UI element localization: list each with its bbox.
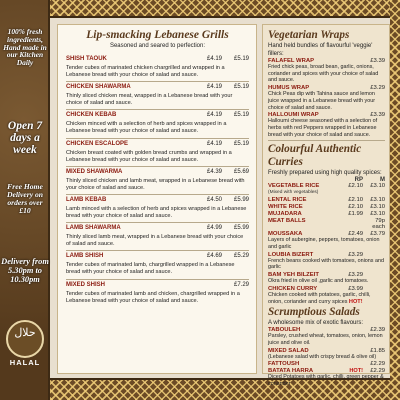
wrap-item xyxy=(268,112,385,138)
menu-item-price-large: £5.29 xyxy=(233,253,249,260)
curry-item-description-text: Layers of aubergine, peppers, tomatoes, onion and garlic xyxy=(268,237,380,251)
grills-list xyxy=(66,54,249,307)
curry-item xyxy=(268,211,385,217)
halal-label: HALAL xyxy=(9,358,41,367)
hot-badge: HOT! xyxy=(349,368,363,375)
wraps-list xyxy=(268,58,385,138)
menu-item-name: CHICKEN ESCALOPE xyxy=(66,140,129,147)
curry-item-price-rp: £2.10 xyxy=(348,183,363,190)
menu-item-head xyxy=(66,141,249,149)
col-m-label: M xyxy=(380,177,385,184)
curry-item-price-rp: £2.10 xyxy=(348,204,363,211)
menu-item-description: Chicken breast coated with golden bread crumbs and wrapped in a Lebanese bread with your choice of salad and sauce. xyxy=(66,149,232,163)
menu-item-head xyxy=(66,253,249,261)
curry-item-description-text: Okra fried in olive oil ,garlic and tomatoes. xyxy=(268,278,369,285)
curry-item-price-rp: £3.99 xyxy=(348,285,363,292)
curry-item-price-m: £3.10 xyxy=(370,204,385,211)
menu-item-description: Tender cubes of marinated lamb and chicken, chargrilled wrapped in a Lebanese bread with your choice of salad and sauce. xyxy=(66,290,240,304)
curry-item-name: MEAT BALLS xyxy=(268,218,306,225)
curry-item-head xyxy=(268,183,385,189)
wraps-title: Vegetarian Wraps xyxy=(268,29,350,41)
menu-item-description: Tender cubes of marinated lamb, chargrilled wrapped in a Lebanese bread with your choice of salad and sauce. xyxy=(66,262,235,276)
curry-item-description xyxy=(268,258,385,271)
sidebar xyxy=(0,0,50,400)
curry-item-price-rp: £2.10 xyxy=(348,197,363,204)
curry-item xyxy=(268,218,385,230)
menu-item xyxy=(66,195,249,223)
menu-item-name: MIXED SHISH xyxy=(66,281,106,288)
menu-item-price-large: £5.69 xyxy=(233,168,249,175)
menu-item xyxy=(66,139,249,167)
salad-item-name: FATTOUSH xyxy=(268,361,300,368)
salad-item xyxy=(268,361,385,367)
salad-item-name: BATATA HARRA xyxy=(268,368,314,375)
menu-item-description: Lamb minced with a selection of herb and spices wrapped in a Lebanese bread with your choice of salad and sauce. xyxy=(66,205,247,220)
curry-item-price-m: £3.79 xyxy=(370,231,385,238)
curry-item-price-rp: £3.29 xyxy=(348,251,363,258)
open-days-slogan: Open 7 days a week xyxy=(7,120,43,157)
curries-subtitle: Freshly prepared using high quality spices: xyxy=(268,170,382,177)
menu-item-name: SHISH TAOUK xyxy=(66,56,107,62)
salads-subtitle: A wholesome mix of exotic flavours: xyxy=(268,320,364,327)
fresh-ingredients-slogan: 100% fresh ingredients, Hand made in our Kitchen Daily xyxy=(3,27,47,68)
salad-item-name: MIXED SALAD xyxy=(268,347,309,354)
curry-item xyxy=(268,231,385,250)
salad-item-head xyxy=(268,361,385,367)
salad-item xyxy=(268,348,385,361)
menu-item-head xyxy=(66,169,249,177)
wraps-subtitle: Hand held bundles of flavourful 'veggie' fillers: xyxy=(268,43,373,57)
curry-item xyxy=(268,190,385,196)
curry-item xyxy=(268,272,385,285)
curry-item-name: MUJADARA xyxy=(268,211,302,218)
menu-item-name: LAMB KEBAB xyxy=(66,196,107,203)
curry-item-price-rp: £3.29 xyxy=(348,272,363,279)
menu-item-description: Thinly sliced chicken and lamb meat, wrapped in a Lebanese bread with your choice of salad and sauce. xyxy=(66,177,245,191)
curries-list xyxy=(268,183,385,305)
menu-item xyxy=(66,223,249,251)
menu-item xyxy=(66,280,249,307)
menu-item-name: LAMB SHISH xyxy=(66,253,104,260)
wrap-item-price: £3.39 xyxy=(370,58,385,64)
menu-item-description: Thinly sliced lamb meat, wrapped in a Lebanese bread with your choice of salad and sauce. xyxy=(66,234,244,248)
curry-item-description xyxy=(268,292,385,305)
wrap-item-price: £3.29 xyxy=(370,85,385,92)
salad-item-price: £2.39 xyxy=(370,327,385,334)
curry-item-name: MOUSSAKA xyxy=(268,231,303,238)
salad-item-description: Diced Potatoes with garlic, chilli, green pepper & coriander xyxy=(268,374,384,388)
salads-title: Scrumptious Salads xyxy=(268,306,360,319)
wrap-item-name: FALAFEL WRAP xyxy=(268,58,315,64)
menu-item-price-large: £5.99 xyxy=(233,196,249,203)
menu-item-name: CHICKEN SHAWARMA xyxy=(66,84,131,91)
wrap-item-name: HALLOUMI WRAP xyxy=(268,112,319,119)
wrap-item-description: Halloumi cheese seasoned with a selection of herbs with red Peppers wrapped in Lebanese bread with your choice of salad and sauce. xyxy=(268,118,378,138)
curry-item-head xyxy=(268,197,385,203)
menu-item xyxy=(66,167,249,195)
menu-item-head xyxy=(66,282,249,290)
menu-item-name: CHICKEN KEBAB xyxy=(66,112,117,119)
divider xyxy=(268,140,385,141)
curry-item-head xyxy=(268,204,385,210)
menu-item-head xyxy=(66,84,249,92)
salad-item-name: TABOULEH xyxy=(268,327,301,334)
salads-list xyxy=(268,327,385,388)
salad-item-description: (Lebanese salad with crispy bread & olive oil) xyxy=(268,353,377,360)
menu-item xyxy=(66,110,249,138)
curry-item xyxy=(268,252,385,271)
menu-item-name: LAMB SHAWARMA xyxy=(66,225,121,232)
salad-item xyxy=(268,327,385,346)
menu-item-price-regular: £4.50 xyxy=(207,196,223,203)
curries-title: Colourful Authentic Curries xyxy=(268,143,362,169)
salad-item-price: £1.85 xyxy=(370,347,385,354)
curry-item-price-m: £3.10 xyxy=(370,183,385,190)
curry-item-head xyxy=(268,211,385,217)
curry-item xyxy=(268,204,385,210)
salad-item-head xyxy=(268,348,385,354)
curry-item-name: LOUBIA BIZERT xyxy=(268,251,314,258)
curry-item-price-rp: £1.99 xyxy=(348,211,363,218)
menu-item-price-regular: £4.19 xyxy=(207,112,223,119)
menu-item xyxy=(66,251,249,279)
menu-item-price-regular: £4.19 xyxy=(207,84,223,91)
curry-item-note: (Mixed with vegetables) xyxy=(268,190,319,196)
menu-item-price-large: £5.99 xyxy=(233,225,249,232)
curry-item-description-text: Chicken cooked with potatoes, garlic, chilli, onion, coriander and curry spices xyxy=(268,291,371,305)
grills-subtitle: Seasoned and seared to perfection: xyxy=(109,43,206,49)
menu-item xyxy=(66,82,249,110)
menu-item-price-regular: £4.99 xyxy=(207,225,223,232)
menu-item-description: Chicken minced with a selection of herb and spices wrapped in a Lebanese bread with your choice of salad and sauce. xyxy=(66,121,227,135)
menu-item-description: Thinly sliced chicken meat, wrapped in a Lebanese bread with your choice of salad and sauce. xyxy=(66,93,233,107)
top-border xyxy=(0,0,400,18)
menu-item-price-large: £5.19 xyxy=(233,112,249,119)
col-rp-label: RP xyxy=(354,177,363,184)
menu-item-name: MIXED SHAWARMA xyxy=(66,168,123,175)
curry-item-name: CHICKEN CURRY xyxy=(268,285,318,292)
menu-item xyxy=(66,54,249,82)
curry-item xyxy=(268,286,385,305)
curry-item-price-rp: £2.49 xyxy=(348,231,363,238)
menu-item-head xyxy=(66,197,249,205)
wrap-item-price: £3.39 xyxy=(370,112,385,119)
curry-item-name: VEGETABLE RICE xyxy=(268,183,320,190)
curry-item xyxy=(268,197,385,203)
delivery-hours-slogan: Delivery from 5.30pm to 10.30pm xyxy=(1,257,49,284)
halal-badge-icon: حلال xyxy=(6,320,44,358)
menu-item-price-large: £7.29 xyxy=(233,281,249,288)
curry-item-price-m: 79p each xyxy=(372,218,385,231)
menu-item-price-regular: £4.39 xyxy=(207,168,223,175)
salad-item-price: £2.29 xyxy=(370,368,385,375)
menu-item-price-large: £5.19 xyxy=(233,140,249,147)
curry-item xyxy=(268,183,385,189)
curry-item-price-m: £3.10 xyxy=(370,197,385,204)
right-border xyxy=(390,0,400,400)
free-delivery-slogan: Free Home Delivery on orders over £10 xyxy=(6,182,44,215)
menu-item-head xyxy=(66,56,249,64)
menu-item-description: Tender cubes of marinated chicken chargrilled and wrapped in a Lebanese bread with your choice of salad and sauce. xyxy=(66,65,225,79)
menu-item-price-large: £5.19 xyxy=(233,84,249,91)
curry-item-description xyxy=(268,278,385,285)
menu-item-price-regular: £4.19 xyxy=(207,56,223,62)
wrap-item-description: Fried chick peas, broad bean, garlic, onions, coriander and spices with your choice of salad and sauce. xyxy=(268,64,379,84)
curry-item-description xyxy=(268,237,385,250)
menu-item-price-regular: £4.69 xyxy=(207,253,223,260)
wrap-item xyxy=(268,58,385,84)
grills-title: Lip-smacking Lebanese Grills xyxy=(86,29,229,41)
hot-badge: HOT! xyxy=(348,298,363,305)
salad-item xyxy=(268,368,385,387)
wrap-item-name: HUMUS WRAP xyxy=(268,85,310,92)
curry-item-description-text: French beans cooked with tomatoes, onions and garlic xyxy=(268,257,384,271)
menu-item-head xyxy=(66,112,249,120)
menu-item-price-large: £5.19 xyxy=(233,56,249,62)
wrap-item-description: Chick Peas dip with Tahina sauce and lemon juice wrapped in a Lebanese bread with your choice of salad and sauce. xyxy=(268,91,375,111)
right-panel xyxy=(262,24,390,388)
curry-item-head xyxy=(268,218,385,230)
curry-item-name: BAM YEH BILZEIT xyxy=(268,272,319,279)
curry-item-price-m: £3.10 xyxy=(370,211,385,218)
menu-item-price-regular: £4.19 xyxy=(207,140,223,147)
wrap-item xyxy=(268,85,385,111)
curry-item-name: WHITE RICE xyxy=(268,204,303,211)
grills-panel xyxy=(57,24,257,374)
menu-item-head xyxy=(66,225,249,233)
salad-item-description: Parsley, crushed wheat, tomatoes, onion, lemon juice and olive oil. xyxy=(268,333,383,346)
salad-item-price: £2.29 xyxy=(370,361,385,368)
curry-item-name: LENTAL RICE xyxy=(268,197,307,204)
